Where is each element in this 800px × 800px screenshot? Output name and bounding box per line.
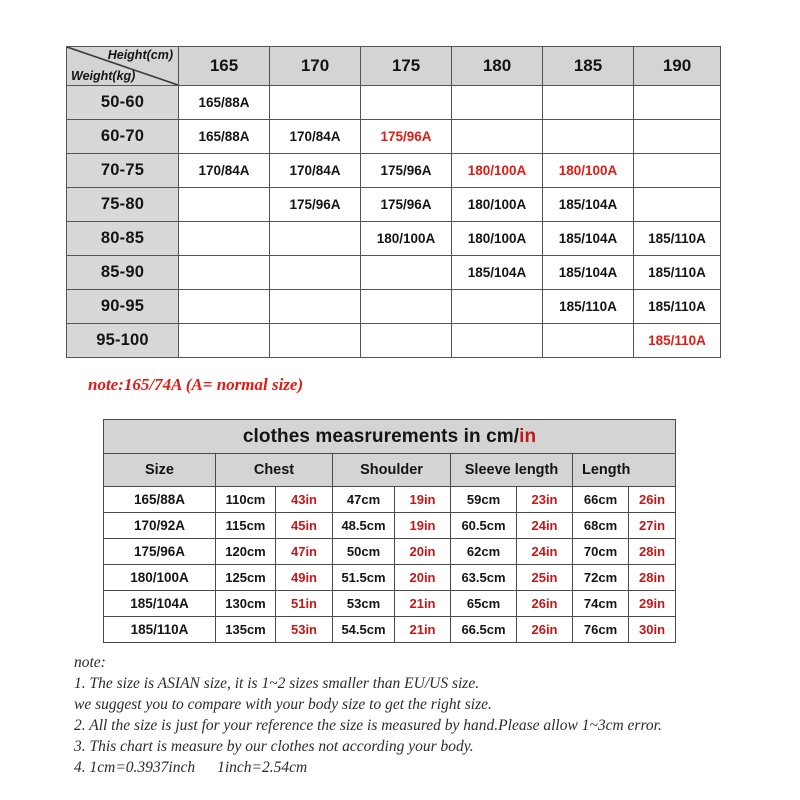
matrix-empty-cell xyxy=(452,290,543,324)
footer-note-2: 2. All the size is just for your reference the size is measured by hand.Please allow 1~3cm error. xyxy=(74,717,662,734)
matrix-empty-cell xyxy=(361,256,452,290)
measurements-cell-chest-in: 53in xyxy=(276,617,333,643)
measurements-cell-shoulder-cm: 48.5cm xyxy=(333,513,395,539)
matrix-empty-cell xyxy=(361,324,452,358)
footer-note-3: 3. This chart is measure by our clothes not according your body. xyxy=(74,738,474,755)
matrix-size-cell: 185/110A xyxy=(634,256,721,290)
measurements-row xyxy=(104,565,676,591)
measurements-size-cell: 185/104A xyxy=(104,591,216,617)
matrix-row xyxy=(67,290,721,324)
measurements-cell-length-in: 29in xyxy=(629,591,676,617)
matrix-empty-cell xyxy=(452,86,543,120)
measurements-cell-length-cm: 76cm xyxy=(573,617,629,643)
measurements-cell-chest-cm: 120cm xyxy=(216,539,276,565)
matrix-size-cell: 185/104A xyxy=(543,256,634,290)
measurements-title-text: clothes measrurements in cm/ xyxy=(242,425,520,447)
measurements-table xyxy=(103,419,676,643)
matrix-size-cell: 180/100A xyxy=(361,222,452,256)
matrix-size-cell: 180/100A xyxy=(452,222,543,256)
matrix-size-cell: 175/96A xyxy=(361,188,452,222)
matrix-empty-cell xyxy=(270,222,361,256)
measurements-size-cell: 165/88A xyxy=(104,487,216,513)
measurements-cell-shoulder-in: 19in xyxy=(395,513,451,539)
measurements-header-row xyxy=(104,454,676,487)
measurements-cell-sleeve-in: 26in xyxy=(517,617,573,643)
measurements-row xyxy=(104,487,676,513)
matrix-size-cell: 175/96A xyxy=(270,188,361,222)
footer-note-4 xyxy=(74,757,774,778)
matrix-height-label: Height(cm) xyxy=(107,48,173,62)
measurements-size-cell: 180/100A xyxy=(104,565,216,591)
matrix-height-header-165: 165 xyxy=(179,47,270,86)
matrix-empty-cell xyxy=(179,222,270,256)
measurements-header-shoulder: Shoulder xyxy=(333,454,451,487)
matrix-size-cell: 185/104A xyxy=(543,188,634,222)
measurements-cell-chest-in: 51in xyxy=(276,591,333,617)
matrix-size-cell: 170/84A xyxy=(179,154,270,188)
measurements-cell-length-in: 28in xyxy=(629,565,676,591)
matrix-empty-cell xyxy=(634,86,721,120)
matrix-size-cell: 180/100A xyxy=(452,154,543,188)
measurements-title xyxy=(104,420,676,454)
matrix-empty-cell xyxy=(179,290,270,324)
measurements-cell-length-cm: 68cm xyxy=(573,513,629,539)
matrix-empty-cell xyxy=(543,120,634,154)
measurements-cell-chest-cm: 125cm xyxy=(216,565,276,591)
measurements-row xyxy=(104,591,676,617)
measurements-cell-sleeve-in: 24in xyxy=(517,513,573,539)
matrix-weight-header-60-70: 60-70 xyxy=(67,120,179,154)
measurements-header-chest: Chest xyxy=(216,454,333,487)
matrix-row xyxy=(67,86,721,120)
measurements-header-sleeve-length: Sleeve length xyxy=(451,454,573,487)
matrix-size-cell: 185/110A xyxy=(634,222,721,256)
size-matrix-table xyxy=(66,46,721,358)
matrix-empty-cell xyxy=(452,324,543,358)
matrix-size-cell: 185/110A xyxy=(634,324,721,358)
measurements-cell-sleeve-in: 26in xyxy=(517,591,573,617)
matrix-empty-cell xyxy=(361,86,452,120)
measurements-cell-shoulder-cm: 51.5cm xyxy=(333,565,395,591)
measurements-cell-chest-cm: 130cm xyxy=(216,591,276,617)
footer-note-1b: we suggest you to compare with your body size to get the right size. xyxy=(74,696,492,713)
measurements-cell-shoulder-cm: 53cm xyxy=(333,591,395,617)
measurements-header-length: Length xyxy=(573,454,676,487)
matrix-row xyxy=(67,324,721,358)
matrix-size-cell: 175/96A xyxy=(361,120,452,154)
matrix-size-cell: 185/104A xyxy=(543,222,634,256)
matrix-weight-header-95-100: 95-100 xyxy=(67,324,179,358)
footer-note-heading: note: xyxy=(74,654,106,671)
measurements-cell-shoulder-in: 21in xyxy=(395,617,451,643)
measurements-title-row xyxy=(104,420,676,454)
matrix-empty-cell xyxy=(634,120,721,154)
measurements-cell-shoulder-cm: 50cm xyxy=(333,539,395,565)
measurements-cell-length-in: 28in xyxy=(629,539,676,565)
matrix-empty-cell xyxy=(452,120,543,154)
footer-note-4b: 1inch=2.54cm xyxy=(217,759,308,776)
measurements-row xyxy=(104,539,676,565)
matrix-empty-cell xyxy=(270,290,361,324)
measurements-cell-chest-in: 47in xyxy=(276,539,333,565)
measurements-cell-chest-cm: 115cm xyxy=(216,513,276,539)
matrix-weight-header-90-95: 90-95 xyxy=(67,290,179,324)
matrix-weight-header-70-75: 70-75 xyxy=(67,154,179,188)
matrix-height-header-180: 180 xyxy=(452,47,543,86)
measurements-size-cell: 170/92A xyxy=(104,513,216,539)
measurements-cell-shoulder-in: 19in xyxy=(395,487,451,513)
measurements-cell-sleeve-in: 23in xyxy=(517,487,573,513)
matrix-empty-cell xyxy=(543,86,634,120)
matrix-size-cell: 185/104A xyxy=(452,256,543,290)
matrix-height-header-185: 185 xyxy=(543,47,634,86)
size-matrix-note: note:165/74A (A= normal size) xyxy=(88,375,304,394)
matrix-row xyxy=(67,222,721,256)
matrix-size-cell: 170/84A xyxy=(270,120,361,154)
measurements-cell-chest-cm: 110cm xyxy=(216,487,276,513)
matrix-size-cell: 180/100A xyxy=(452,188,543,222)
measurements-cell-shoulder-cm: 47cm xyxy=(333,487,395,513)
matrix-weight-header-85-90: 85-90 xyxy=(67,256,179,290)
measurements-size-cell: 185/110A xyxy=(104,617,216,643)
measurements-cell-sleeve-cm: 66.5cm xyxy=(451,617,517,643)
matrix-empty-cell xyxy=(634,154,721,188)
matrix-row xyxy=(67,256,721,290)
measurements-cell-sleeve-in: 24in xyxy=(517,539,573,565)
measurements-cell-sleeve-cm: 59cm xyxy=(451,487,517,513)
footer-note-4a: 4. 1cm=0.3937inch xyxy=(74,759,196,776)
matrix-row xyxy=(67,120,721,154)
matrix-height-header-170: 170 xyxy=(270,47,361,86)
measurements-cell-length-in: 26in xyxy=(629,487,676,513)
measurements-cell-shoulder-in: 20in xyxy=(395,539,451,565)
measurements-size-cell: 175/96A xyxy=(104,539,216,565)
matrix-size-cell: 185/110A xyxy=(543,290,634,324)
measurements-cell-length-cm: 74cm xyxy=(573,591,629,617)
matrix-size-cell: 165/88A xyxy=(179,86,270,120)
matrix-height-header-190: 190 xyxy=(634,47,721,86)
matrix-empty-cell xyxy=(179,324,270,358)
measurements-header-size: Size xyxy=(104,454,216,487)
measurements-cell-sleeve-cm: 65cm xyxy=(451,591,517,617)
measurements-cell-chest-in: 45in xyxy=(276,513,333,539)
matrix-size-cell: 170/84A xyxy=(270,154,361,188)
measurements-cell-length-cm: 66cm xyxy=(573,487,629,513)
matrix-weight-header-75-80: 75-80 xyxy=(67,188,179,222)
matrix-corner-cell xyxy=(67,47,179,86)
matrix-empty-cell xyxy=(179,188,270,222)
measurements-cell-shoulder-cm: 54.5cm xyxy=(333,617,395,643)
matrix-row xyxy=(67,154,721,188)
matrix-size-cell: 165/88A xyxy=(179,120,270,154)
matrix-empty-cell xyxy=(270,324,361,358)
measurements-cell-length-in: 30in xyxy=(629,617,676,643)
measurements-cell-sleeve-cm: 60.5cm xyxy=(451,513,517,539)
matrix-empty-cell xyxy=(361,290,452,324)
measurements-cell-shoulder-in: 20in xyxy=(395,565,451,591)
matrix-size-cell: 185/110A xyxy=(634,290,721,324)
matrix-row xyxy=(67,188,721,222)
matrix-empty-cell xyxy=(270,86,361,120)
matrix-header-row xyxy=(67,47,721,86)
footer-note-1: 1. The size is ASIAN size, it is 1~2 sizes smaller than EU/US size. xyxy=(74,675,480,692)
matrix-weight-header-80-85: 80-85 xyxy=(67,222,179,256)
matrix-size-cell: 180/100A xyxy=(543,154,634,188)
measurements-cell-shoulder-in: 21in xyxy=(395,591,451,617)
measurements-cell-length-cm: 70cm xyxy=(573,539,629,565)
measurements-cell-sleeve-cm: 63.5cm xyxy=(451,565,517,591)
measurements-cell-chest-cm: 135cm xyxy=(216,617,276,643)
measurements-row xyxy=(104,513,676,539)
matrix-empty-cell xyxy=(634,188,721,222)
measurements-cell-length-cm: 72cm xyxy=(573,565,629,591)
matrix-size-cell: 175/96A xyxy=(361,154,452,188)
matrix-weight-header-50-60: 50-60 xyxy=(67,86,179,120)
matrix-weight-label: Weight(kg) xyxy=(71,69,136,83)
matrix-empty-cell xyxy=(543,324,634,358)
matrix-empty-cell xyxy=(179,256,270,290)
measurements-title-unit-accent: in xyxy=(519,425,537,447)
footer-notes xyxy=(74,652,774,778)
matrix-height-header-175: 175 xyxy=(361,47,452,86)
measurements-cell-sleeve-in: 25in xyxy=(517,565,573,591)
measurements-cell-chest-in: 43in xyxy=(276,487,333,513)
matrix-empty-cell xyxy=(270,256,361,290)
measurements-cell-length-in: 27in xyxy=(629,513,676,539)
measurements-cell-chest-in: 49in xyxy=(276,565,333,591)
measurements-row xyxy=(104,617,676,643)
measurements-cell-sleeve-cm: 62cm xyxy=(451,539,517,565)
